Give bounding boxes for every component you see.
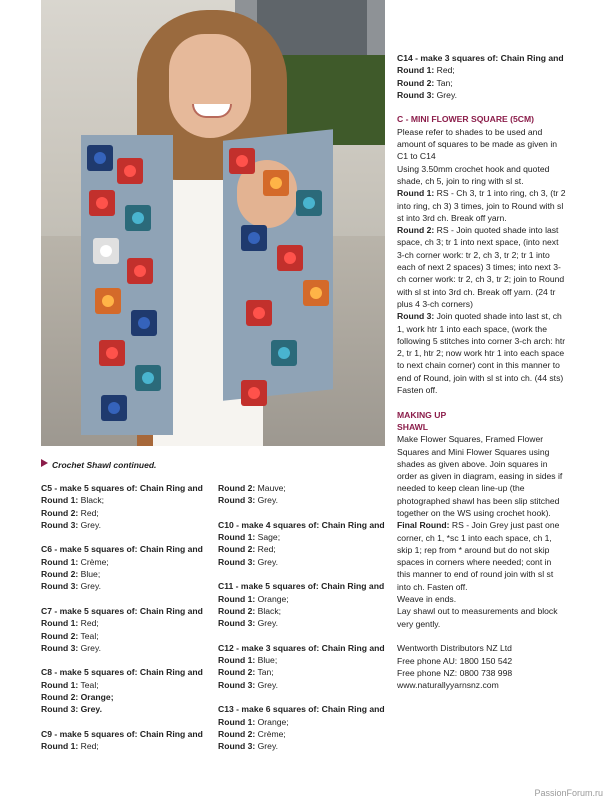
blocking-instructions: Lay shawl out to measurements and block very gently. — [397, 606, 558, 629]
round3-value: Grey. — [257, 741, 278, 752]
phone-au: Free phone AU: 1800 150 542 — [397, 655, 513, 666]
pattern-block-c8 — [41, 666, 213, 715]
final-round-label: Final Round: — [397, 520, 450, 531]
round3-value: Grey. — [436, 89, 457, 100]
round2-label: Round 2: — [41, 507, 79, 518]
column-3 — [397, 52, 567, 691]
granny-square — [125, 205, 151, 231]
block-heading: C13 - make 6 squares of: Chain Ring and Round 1: — [218, 704, 385, 727]
block-heading: C8 - make 5 squares of: Chain Ring and Round 1: — [41, 667, 203, 690]
round2-label: Round 2: — [41, 630, 79, 641]
granny-square — [117, 158, 143, 184]
round3-value: Grey. — [80, 519, 101, 530]
round1-value: Red; — [80, 618, 99, 629]
round1-value: Blue; — [257, 655, 278, 666]
granny-square — [87, 145, 113, 171]
round2-value: Black; — [257, 605, 282, 616]
granny-square — [101, 395, 127, 421]
round2-label: Round 2: — [41, 569, 79, 580]
round3-label: Round 3: — [41, 704, 79, 715]
round3-label: Round 3: — [41, 581, 79, 592]
granny-square — [241, 380, 267, 406]
granny-square — [229, 148, 255, 174]
round1-value: Crème; — [80, 556, 109, 567]
round1-instructions: RS - Ch 3, tr 1 into ring, ch 3, (tr 2 into ring, ch 3) 3 times, join to Round with sl st into 3rd ch. Break off yarn. — [397, 188, 566, 223]
granny-square — [95, 288, 121, 314]
granny-square — [296, 190, 322, 216]
block-heading: C9 - make 5 squares of: Chain Ring and Round 1: — [41, 728, 203, 752]
round1-value: Red; — [80, 741, 99, 752]
granny-square — [89, 190, 115, 216]
round2-label: Round 2: — [218, 667, 256, 678]
granny-square — [277, 245, 303, 271]
round2-value: Red; — [257, 544, 276, 555]
section-mini-flower-square — [397, 113, 567, 396]
block-heading: C7 - make 5 squares of: Chain Ring and Round 1: — [41, 605, 203, 629]
phone-nz: Free phone NZ: 0800 738 998 — [397, 667, 513, 678]
section-using: Using 3.50mm crochet hook and quoted shade, ch 5, join to ring with sl st. — [397, 163, 550, 186]
block-heading: C11 - make 5 squares of: Chain Ring and Round 1: — [218, 581, 385, 604]
granny-square — [135, 365, 161, 391]
round3-value: Grey. — [257, 556, 278, 567]
pattern-block-c13 — [218, 703, 390, 752]
pattern-block-c12 — [218, 642, 390, 691]
final-round-instructions: RS - Join Grey just past one corner, ch 1, *sc 1 into each space, ch 1, skip 1; rep from * around but do not skip spaces in corners where needed; cont in this manner to end of round join with sl st into ch. Fasten off. — [397, 520, 560, 592]
block-heading: C12 - make 3 squares of: Chain Ring and Round 1: — [218, 642, 385, 666]
pattern-block-c5 — [41, 482, 213, 531]
block-heading: C6 - make 5 squares of: Chain Ring and Round 1: — [41, 544, 203, 567]
granny-square — [131, 310, 157, 336]
round3-value: Grey. — [80, 642, 101, 653]
round3-label: Round 3: — [218, 618, 256, 629]
block-heading: C14 - make 3 squares of: Chain Ring and Round 1: — [397, 53, 564, 76]
distributor-name: Wentworth Distributors NZ Ltd — [397, 643, 512, 654]
round3-value: Grey. — [80, 704, 102, 715]
round3-label: Round 3: — [218, 679, 256, 690]
round2-value: Tan; — [257, 667, 274, 678]
pattern-block-c9-continued — [218, 482, 390, 507]
pattern-block-c11 — [218, 580, 390, 629]
section-heading-line2: SHAWL — [397, 421, 429, 432]
granny-square — [246, 300, 272, 326]
pattern-block-c10 — [218, 519, 390, 568]
round2-label: Round 2: — [218, 728, 256, 739]
round1-value: Teal; — [80, 679, 99, 690]
photo-face — [169, 34, 251, 138]
round3-value: Grey. — [257, 618, 278, 629]
granny-square — [263, 170, 289, 196]
round1-value: Red; — [436, 65, 455, 76]
watermark: PassionForum.ru — [534, 788, 603, 798]
photo-caption: Crochet Shawl continued. — [41, 459, 156, 470]
granny-square — [127, 258, 153, 284]
round2-value: Blue; — [80, 569, 101, 580]
round3-value: Grey. — [80, 581, 101, 592]
weave-instructions: Weave in ends. — [397, 594, 457, 605]
section-making-up — [397, 409, 567, 630]
pattern-block-c7 — [41, 605, 213, 654]
round3-label: Round 3: — [41, 642, 79, 653]
column-2 — [218, 482, 390, 765]
making-up-instructions: Make Flower Squares, Framed Flower Squares and Mini Flower Squares using shades as given above. Join squares in order as given in diagram, easing in sides if needed to keep clean line-up (the photographed shawl has been slip stitched together on the WS using crochet hook). — [397, 434, 563, 518]
round1-value: Sage; — [257, 532, 281, 543]
granny-square — [99, 340, 125, 366]
pattern-block-c6 — [41, 543, 213, 592]
round2-value: Red; — [80, 507, 99, 518]
pattern-block-c14 — [397, 52, 567, 101]
round2-label: Round 2: — [397, 225, 435, 236]
round2-value: Teal; — [80, 630, 99, 641]
website-link[interactable]: www.naturallyyarnsnz.com — [397, 680, 499, 691]
section-heading: MAKING UP — [397, 409, 447, 420]
round3-label: Round 3: — [41, 519, 79, 530]
round2-value: Mauve; — [257, 483, 286, 493]
round3-value: Grey. — [257, 495, 278, 506]
block-heading: C10 - make 4 squares of: Chain Ring and Round 1: — [218, 519, 385, 543]
round2-label: Round 2: — [41, 692, 79, 703]
round3-label: Round 3: — [218, 556, 256, 567]
round2-instructions: RS - Join quoted shade into last space, ch 3; tr 1 into next space, (into next 3-ch corner work: tr 2, ch 3, tr 2; tr 1 into each of next 2 spaces) 3 times; into next 3-ch corner work: tr 2, ch 3, tr 2; join to Round with sl st into 3rd ch. Break off yarn. (24 tr plus 4 3-ch corners) — [397, 225, 565, 309]
round1-value: Black; — [80, 495, 105, 506]
round2-value: Tan; — [436, 77, 453, 88]
round2-label: Round 2: — [397, 77, 435, 88]
round1-value: Orange; — [257, 716, 289, 727]
round2-label: Round 2: — [218, 544, 256, 555]
granny-square — [93, 238, 119, 264]
granny-square — [241, 225, 267, 251]
round2-label: Round 2: — [218, 483, 256, 493]
round2-value: Crème; — [257, 728, 286, 739]
round2-value: Orange; — [80, 692, 114, 703]
round3-label: Round 3: — [397, 89, 435, 100]
round3-label: Round 3: — [218, 495, 256, 506]
section-heading: C - MINI FLOWER SQUARE (5CM) — [397, 114, 535, 125]
block-heading: C5 - make 5 squares of: Chain Ring and Round 1: — [41, 483, 203, 506]
round3-label: Round 3: — [397, 311, 435, 322]
round3-label: Round 3: — [218, 741, 256, 752]
granny-square — [271, 340, 297, 366]
round3-value: Grey. — [257, 679, 278, 690]
column-1 — [41, 482, 213, 765]
distributor-info — [397, 642, 567, 691]
shawl-photo — [41, 0, 385, 446]
round1-value: Orange; — [257, 593, 289, 604]
round2-label: Round 2: — [218, 605, 256, 616]
round1-label: Round 1: — [397, 188, 435, 199]
granny-square — [303, 280, 329, 306]
section-intro: Please refer to shades to be used and amount of squares to be made as given in C1 to C14 — [397, 126, 558, 162]
round3-instructions: Join quoted shade into last st, ch 1, work htr 1 into each space, (work the following 5 stitches into corner 3-ch arch: htr 2, tr 1, htr 2; now work htr 1 into each space to next chain corner) cont in this manner to end of Round, join with sl st into ch. (44 sts) Fasten off. — [397, 311, 566, 396]
pattern-block-c9 — [41, 728, 213, 753]
